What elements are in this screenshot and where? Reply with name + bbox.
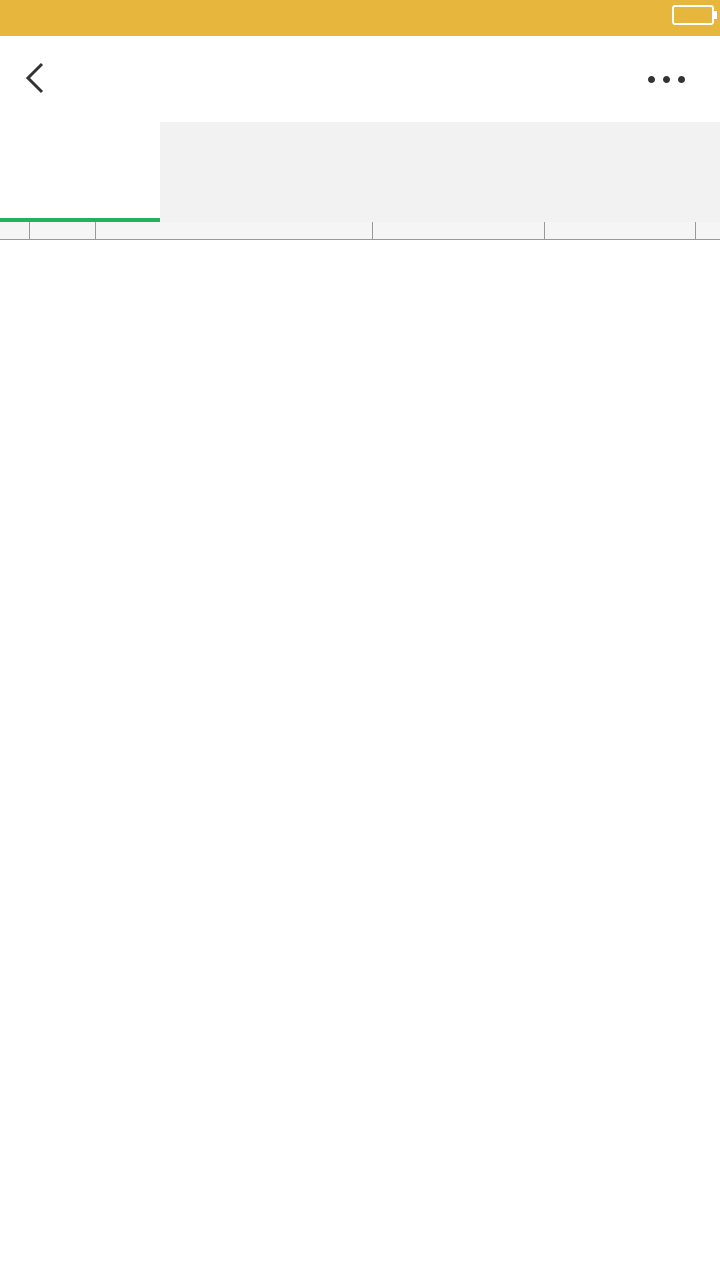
column-header-d[interactable] [545, 222, 696, 240]
corner-header [0, 222, 30, 240]
back-arrow-icon[interactable] [18, 58, 58, 98]
spreadsheet-view[interactable] [0, 222, 720, 1280]
column-header-c[interactable] [373, 222, 545, 240]
sheet-tab-bar [0, 122, 720, 222]
status-right [664, 5, 714, 25]
column-header-e[interactable] [696, 222, 720, 240]
more-options-icon[interactable] [648, 68, 688, 88]
column-header-b[interactable] [96, 222, 373, 240]
app-bar [0, 36, 720, 122]
column-header-a[interactable] [30, 222, 96, 240]
battery-icon [672, 5, 714, 25]
status-bar [0, 0, 720, 36]
tab-sheet1[interactable] [0, 122, 160, 222]
